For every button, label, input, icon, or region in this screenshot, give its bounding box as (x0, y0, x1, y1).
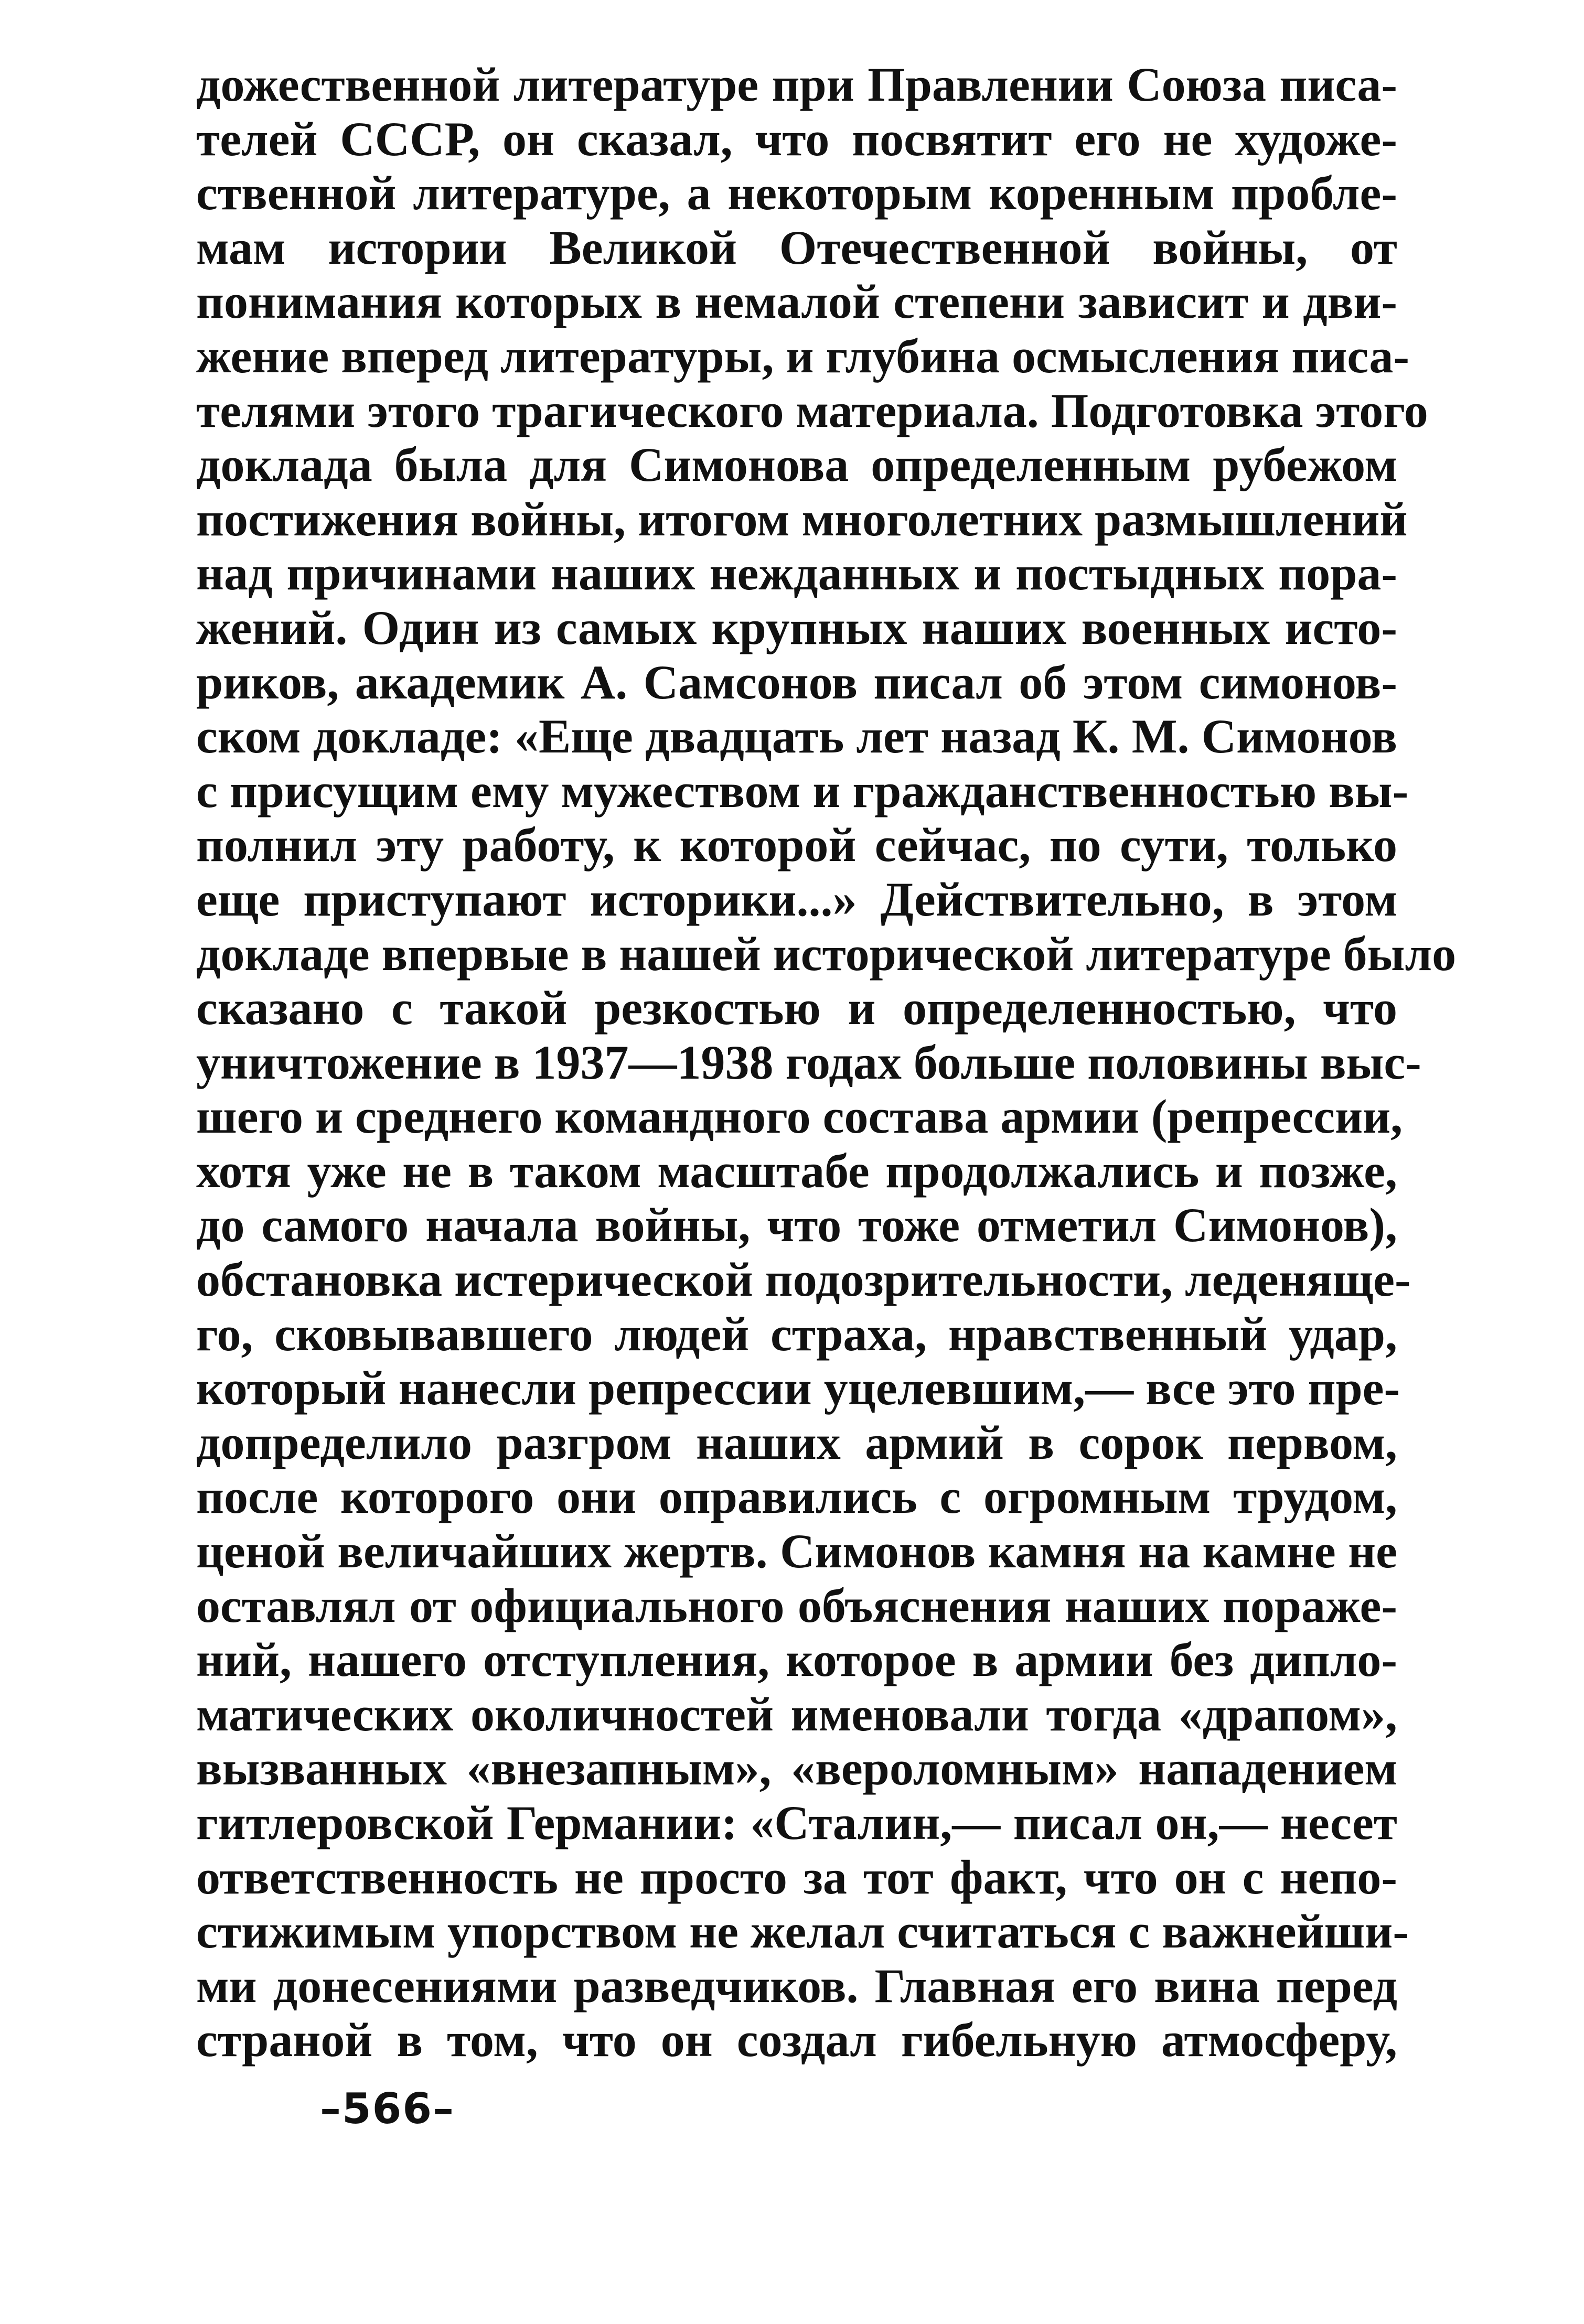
text-line: мам истории Великой Отечественной войны, от (196, 220, 1397, 274)
text-line: го, сковывавшего людей страха, нравственный удар, (196, 1307, 1397, 1361)
text-line: гитлеровской Германии: «Сталин,— писал он,— несет (196, 1796, 1397, 1849)
text-line: ответственность не просто за тот факт, что он с непо- (196, 1850, 1397, 1904)
text-line: понимания которых в немалой степени зависит и дви- (196, 275, 1397, 329)
text-line: с присущим ему мужеством и гражданственностью вы- (196, 763, 1409, 817)
text-line: жений. Один из самых крупных наших военных исто- (196, 600, 1397, 654)
text-line: над причинами наших нежданных и постыдных пора- (196, 546, 1397, 600)
text-line: ственной литературе, а некоторым коренным пробле- (196, 166, 1397, 220)
text-line: телями этого трагического материала. Подготовка этого (196, 383, 1428, 437)
text-line: обстановка истерической подозрительности, леденяще- (196, 1253, 1411, 1307)
text-line: допределило разгром наших армий в сорок первом, (196, 1415, 1397, 1469)
text-line: хотя уже не в таком масштабе продолжались и позже, (196, 1144, 1397, 1198)
text-line: после которого они оправились с огромным трудом, (196, 1470, 1397, 1524)
text-line: полнил эту работу, к которой сейчас, по сути, только (196, 818, 1397, 872)
text-line: ми донесениями разведчиков. Главная его вина перед (196, 1959, 1397, 2013)
text-line: жение вперед литературы, и глубина осмысления писа- (196, 329, 1409, 383)
text-line: вызванных «внезапным», «вероломным» нападением (196, 1741, 1397, 1795)
text-line: уничтожение в 1937—1938 годах больше половины выс- (196, 1035, 1421, 1089)
text-line: ском докладе: «Еще двадцать лет назад К. М. Симонов (196, 709, 1397, 763)
text-line: до самого начала войны, что тоже отметил Симонов), (196, 1198, 1397, 1252)
text-line: докладе впервые в нашей исторической литературе было (196, 927, 1457, 981)
text-line: стижимым упорством не желал считаться с важнейши- (196, 1905, 1409, 1959)
text-line: шего и среднего командного состава армии (репрессии, (196, 1090, 1403, 1144)
text-line: ценой величайших жертв. Симонов камня на камне не (196, 1524, 1397, 1578)
text-line: телей СССР, он сказал, что посвятит его не художе- (196, 112, 1397, 166)
body-text (196, 58, 1457, 2068)
text-line: доклада была для Симонова определенным рубежом (196, 438, 1397, 492)
text-line: сказано с такой резкостью и определенностью, что (196, 981, 1397, 1035)
text-line: постижения войны, итогом многолетних размышлений (196, 492, 1408, 546)
text-line: оставлял от официального объяснения наших пораже- (196, 1578, 1397, 1632)
text-line: ний, нашего отступления, которое в армии без дипло- (196, 1633, 1397, 1687)
text-line: матических околичностей именовали тогда «драпом», (196, 1687, 1397, 1741)
page-number: –566– (320, 2084, 455, 2133)
text-line: еще приступают историки...» Действительно, в этом (196, 872, 1397, 926)
text-line: дожественной литературе при Правлении Союза писа- (196, 58, 1397, 111)
text-line: который нанесли репрессии уцелевшим,— все это пре- (196, 1361, 1400, 1415)
text-line: риков, академик А. Самсонов писал об этом симонов- (196, 655, 1397, 709)
text-line: страной в том, что он создал гибельную атмосферу, (196, 2013, 1397, 2067)
